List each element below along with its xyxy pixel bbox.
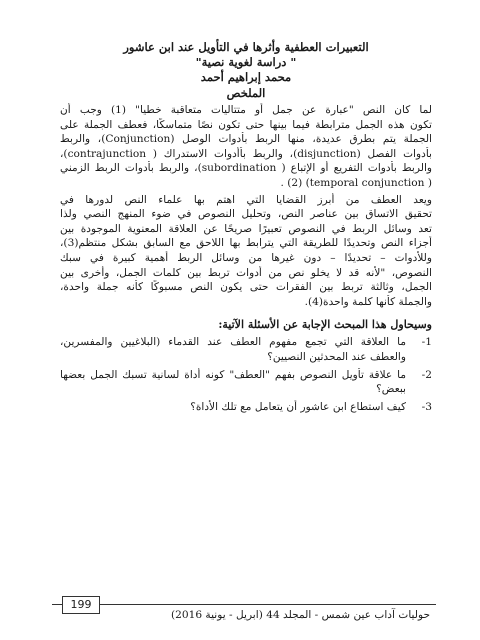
page-footer	[52, 596, 436, 626]
question-number: 3-	[421, 400, 432, 413]
journal-citation: حوليات آداب عين شمس - المجلد 44 (ابريل - يونية 2016)	[170, 609, 430, 621]
text-line: تحقيق الاتساق بين عناصر النص، وتحليل النصوص في ضوء المنهج النصي ولذا	[60, 208, 432, 221]
question-number: 2-	[421, 368, 432, 381]
footer-divider	[52, 604, 436, 605]
text-line: ما العلاقة التي تجمع مفهوم العطف عند القدماء (البلاغيين والمفسرين،	[60, 336, 406, 349]
text-line: والعطف عند المحدثين النصيين؟	[267, 350, 406, 363]
author-name: محمد إبراهيم أحمد	[200, 70, 292, 84]
abstract-paragraph-2	[60, 193, 432, 310]
text-line: النصوص، "لأنه قد لا يخلو نص من أدوات تربط بين كلمات الجمل، وأخرى بين	[60, 266, 432, 279]
text-line: ويعد العطف من أبرز القضايا التي اهتم بها علماء النص لدورها في	[60, 193, 432, 206]
text-line: تكون هذه الجمل مترابطة فيما بينها حتى تكون نصًا متماسكًا، فعطف الجملة على	[60, 118, 432, 131]
text-line: تعد وسائل الربط في النصوص تعبيرًا صريحًا عن العلاقة المعنوية الموجودة بين	[60, 222, 432, 235]
text-line: ما علاقة تأويل النصوص بفهم "العطف" كونه أداة لسانية تسبك الجمل بعضها	[60, 368, 406, 381]
text-line: ببعض؟	[376, 383, 406, 396]
abstract-heading: الملخص	[226, 86, 266, 100]
text-line: أجزاء النص وتحديدًا للطريقة التي يترابط بها اللاحق مع السابق بشكل منتظم(3)،	[60, 237, 432, 250]
question-number: 1-	[421, 336, 432, 349]
page-number: 199	[62, 596, 100, 614]
text-line: بأدوات الفصل (disjunction)، والربط بأأدوات الاستدراك ( contrajunction)،	[60, 147, 432, 160]
article-subtitle: " دراسة لغوية نصية"	[195, 55, 297, 69]
questions-heading: وسيحاول هذا المبحث الإجابة عن الأسئلة الآتية:	[218, 318, 432, 332]
text-line: الجملة يتم بطرق عديدة، منها الربط بأدوات الوصل (Conjunction)، والربط	[60, 133, 432, 146]
text-line: الجمل، وثالثة تربط بين الفقرات حتى يكون النص مسبوكًا كأنه جملة واحدة،	[60, 281, 432, 294]
question-item	[60, 400, 432, 415]
question-item	[60, 368, 432, 397]
text-line: ( temporal conjunction) (2) .	[280, 176, 432, 189]
question-item	[60, 335, 432, 364]
document-page	[60, 40, 432, 630]
text-line: والجملة كأنها كلمة واحدة(4).	[304, 295, 432, 308]
abstract-paragraph-1	[60, 103, 432, 191]
text-line: لما كان النص "عبارة عن جمل أو متتاليات متعاقبة خطيا" (1) وجب أن	[60, 104, 432, 116]
article-title: التعبيرات العطفية وأثرها في التأويل عند ابن عاشور	[123, 40, 369, 54]
text-line: كيف استطاع ابن عاشور أن يتعامل مع تلك الأداة؟	[190, 400, 406, 413]
text-line: والربط بأدوات التفريع أو الإتباع ( subordination)، والربط بأدوات الربط الزمني	[60, 162, 432, 175]
text-line: وللأدوات – تحديدًا – دون غيرها من وسائل الربط أهمية كبيرة في سبك	[60, 251, 432, 264]
